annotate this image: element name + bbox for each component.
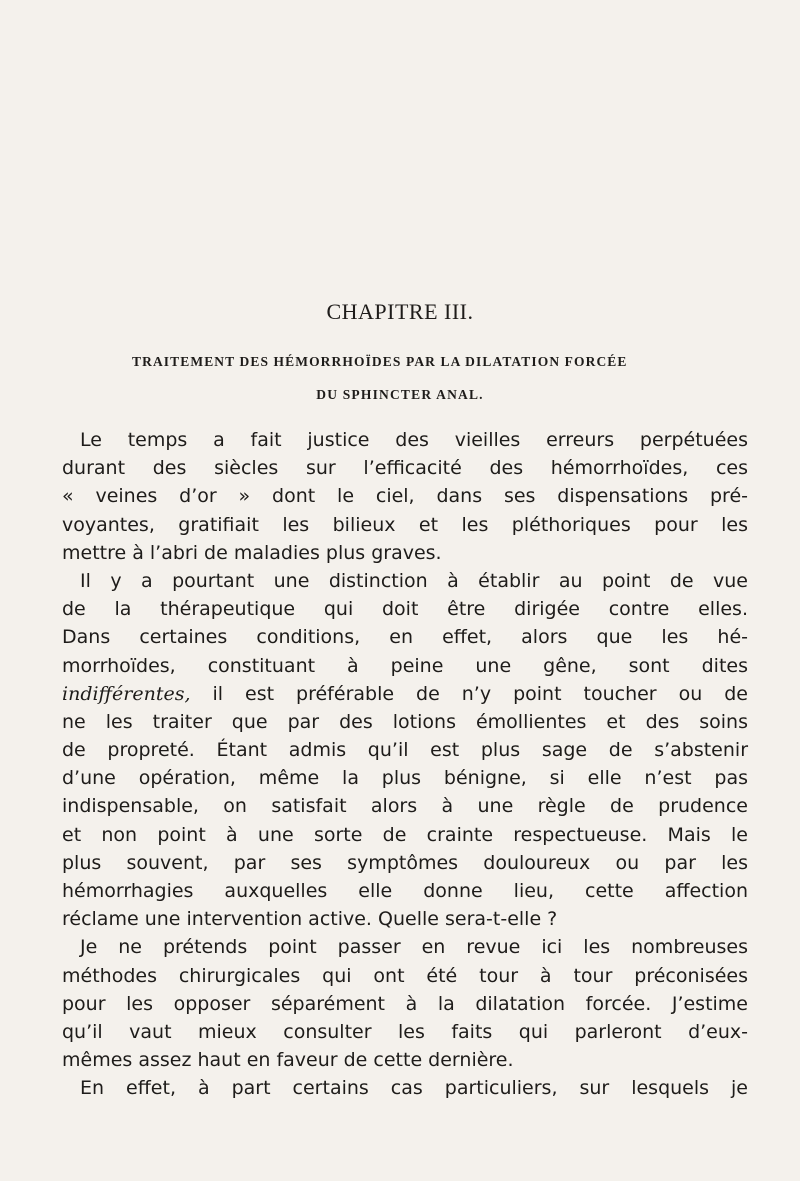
chapter-subtitle-line-2: DU SPHINCTER ANAL. bbox=[316, 387, 484, 402]
text-line: durant des siècles sur l’efficacité des hémorrhoïdes, ces bbox=[62, 457, 748, 480]
text-line: indispensable, on satisfait alors à une règle de prudence bbox=[62, 795, 748, 818]
text-line-rest: il est préférable de n’y point toucher ou de bbox=[212, 682, 748, 705]
text-line: de la thérapeutique qui doit être dirigée contre elles. bbox=[62, 598, 748, 621]
text-line: hémorrhagies auxquelles elle donne lieu, cette affection bbox=[62, 880, 748, 902]
text-line: Dans certaines conditions, en effet, alors que les hé- bbox=[62, 626, 748, 649]
text-line: mettre à l’abri de maladies plus graves. bbox=[62, 541, 442, 564]
text-line: plus souvent, par ses symptômes douloureux ou par les bbox=[62, 851, 748, 874]
text-line: pour les opposer séparément à la dilatation forcée. J’estime bbox=[62, 992, 748, 1015]
text-line: méthodes chirurgicales qui ont été tour à tour préconisées bbox=[62, 964, 748, 987]
text-line: « veines d’or » dont le ciel, dans ses dispensations pré- bbox=[62, 485, 748, 508]
text-line: Je ne prétends point passer en revue ici les nombreuses bbox=[80, 936, 748, 959]
text-line: et non point à une sorte de crainte respectueuse. Mais le bbox=[62, 823, 748, 846]
chapter-heading: CHAPITRE III. bbox=[326, 299, 474, 324]
text-line: En effet, à part certains cas particuliers, sur lesquels je bbox=[80, 1077, 748, 1100]
text-line: de propreté. Étant admis qu’il est plus sage de s’abstenir bbox=[62, 739, 748, 762]
text-line: ne les traiter que par des lotions émollientes et des soins bbox=[62, 710, 748, 733]
text-line: mêmes assez haut en faveur de cette dernière. bbox=[62, 1049, 514, 1072]
body-text bbox=[62, 426, 748, 1103]
text-line: Le temps a fait justice des vieilles erreurs perpétuées bbox=[80, 429, 748, 451]
text-line: qu’il vaut mieux consulter les faits qui parleront d’eux- bbox=[62, 1020, 748, 1043]
text-line: réclame une intervention active. Quelle sera-t-elle ? bbox=[62, 908, 558, 931]
italic-term: indifférentes, bbox=[62, 682, 191, 705]
text-line: d’une opération, même la plus bénigne, si elle n’est pas bbox=[62, 767, 748, 790]
text-line: voyantes, gratifiait les bilieux et les pléthoriques pour les bbox=[62, 513, 748, 536]
text-line: morrhoïdes, constituant à peine une gêne, sont dites bbox=[62, 654, 748, 677]
chapter-subtitle-line-1: TRAITEMENT DES HÉMORRHOÏDES PAR LA DILATATION FORCÉE bbox=[132, 354, 628, 369]
text-line-with-italic bbox=[62, 680, 748, 708]
text-line: Il y a pourtant une distinction à établir au point de vue bbox=[80, 569, 748, 592]
